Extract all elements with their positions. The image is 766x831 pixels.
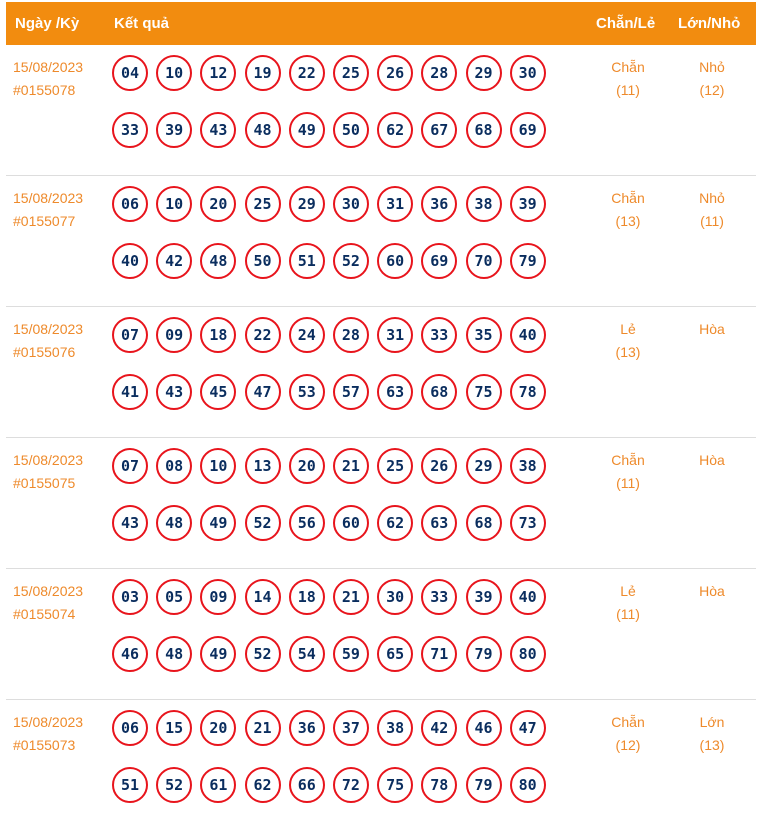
number-ball: 20	[200, 186, 236, 222]
draw-date: 15/08/2023	[13, 583, 84, 599]
number-ball: 09	[200, 579, 236, 615]
number-ball: 10	[156, 55, 192, 91]
number-ball: 62	[377, 505, 413, 541]
number-ball: 05	[156, 579, 192, 615]
number-ball: 68	[466, 112, 502, 148]
number-ball: 60	[333, 505, 369, 541]
even-odd-count: (11)	[616, 475, 640, 491]
number-ball: 19	[245, 55, 281, 91]
draw-date: 15/08/2023	[13, 321, 84, 337]
big-small-cell	[677, 580, 747, 603]
number-ball: 50	[333, 112, 369, 148]
draw-period: #0155078	[13, 82, 76, 98]
number-ball: 49	[200, 636, 236, 672]
number-ball: 07	[112, 317, 148, 353]
number-ball: 61	[200, 767, 236, 803]
number-ball: 28	[333, 317, 369, 353]
draw-date: 15/08/2023	[13, 714, 84, 730]
number-ball: 38	[466, 186, 502, 222]
number-ball: 48	[156, 636, 192, 672]
result-numbers	[112, 55, 562, 148]
number-ball: 21	[333, 579, 369, 615]
even-odd-value: Lẻ	[620, 321, 636, 337]
table-row	[6, 438, 756, 569]
table-header	[6, 2, 756, 45]
big-small-cell	[677, 318, 747, 341]
number-ball: 21	[333, 448, 369, 484]
table-row	[6, 307, 756, 438]
number-ball: 73	[510, 505, 546, 541]
number-ball: 18	[200, 317, 236, 353]
result-numbers	[112, 710, 562, 803]
big-small-count: (13)	[699, 737, 725, 753]
number-ball: 46	[466, 710, 502, 746]
big-small-cell	[677, 56, 747, 102]
table-row	[6, 45, 756, 176]
big-small-value: Nhỏ	[699, 59, 725, 75]
number-ball: 36	[289, 710, 325, 746]
number-ball: 28	[421, 55, 457, 91]
number-ball: 25	[377, 448, 413, 484]
number-ball: 33	[421, 579, 457, 615]
number-ball: 33	[421, 317, 457, 353]
number-ball: 79	[466, 636, 502, 672]
draw-date: 15/08/2023	[13, 452, 84, 468]
number-ball: 09	[156, 317, 192, 353]
number-ball: 54	[289, 636, 325, 672]
number-ball: 21	[245, 710, 281, 746]
number-ball: 18	[289, 579, 325, 615]
big-small-cell	[677, 711, 747, 757]
header-even-odd: Chẵn/Lẻ	[596, 15, 656, 32]
number-ball: 40	[510, 317, 546, 353]
draw-date: 15/08/2023	[13, 59, 84, 75]
even-odd-count: (11)	[616, 82, 640, 98]
number-ball: 68	[421, 374, 457, 410]
number-ball: 79	[510, 243, 546, 279]
number-ball: 24	[289, 317, 325, 353]
date-period-cell	[13, 580, 83, 626]
draw-period: #0155076	[13, 344, 76, 360]
draw-date: 15/08/2023	[13, 190, 84, 206]
number-ball: 80	[510, 636, 546, 672]
even-odd-count: (13)	[615, 213, 641, 229]
number-ball: 78	[421, 767, 457, 803]
date-period-cell	[13, 711, 83, 757]
number-ball: 29	[289, 186, 325, 222]
number-ball: 25	[245, 186, 281, 222]
even-odd-value: Chẵn	[611, 714, 645, 730]
number-ball: 66	[289, 767, 325, 803]
table-row	[6, 700, 756, 831]
number-ball: 65	[377, 636, 413, 672]
number-ball: 49	[200, 505, 236, 541]
number-ball: 79	[466, 767, 502, 803]
number-ball: 69	[421, 243, 457, 279]
number-ball: 13	[245, 448, 281, 484]
even-odd-cell	[593, 449, 663, 495]
number-ball: 51	[112, 767, 148, 803]
number-ball: 26	[377, 55, 413, 91]
number-ball: 37	[333, 710, 369, 746]
number-ball: 10	[156, 186, 192, 222]
number-ball: 63	[377, 374, 413, 410]
date-period-cell	[13, 187, 83, 233]
number-ball: 43	[156, 374, 192, 410]
number-ball: 50	[245, 243, 281, 279]
even-odd-count: (12)	[615, 737, 641, 753]
number-ball: 42	[156, 243, 192, 279]
big-small-value: Hòa	[699, 452, 725, 468]
result-numbers	[112, 186, 562, 279]
number-ball: 49	[289, 112, 325, 148]
number-ball: 43	[200, 112, 236, 148]
number-ball: 75	[377, 767, 413, 803]
draw-period: #0155074	[13, 606, 76, 622]
header-big-small: Lớn/Nhỏ	[678, 15, 741, 32]
number-ball: 80	[510, 767, 546, 803]
number-ball: 52	[245, 505, 281, 541]
number-ball: 29	[466, 55, 502, 91]
number-ball: 48	[156, 505, 192, 541]
even-odd-cell	[593, 580, 663, 626]
number-ball: 36	[421, 186, 457, 222]
number-ball: 39	[156, 112, 192, 148]
table-row	[6, 176, 756, 307]
big-small-value: Hòa	[699, 321, 725, 337]
number-ball: 40	[112, 243, 148, 279]
number-ball: 62	[245, 767, 281, 803]
number-ball: 20	[289, 448, 325, 484]
number-ball: 69	[510, 112, 546, 148]
number-ball: 12	[200, 55, 236, 91]
number-ball: 48	[245, 112, 281, 148]
number-ball: 46	[112, 636, 148, 672]
result-numbers	[112, 579, 562, 672]
number-ball: 14	[245, 579, 281, 615]
header-result: Kết quả	[114, 15, 170, 32]
number-ball: 71	[421, 636, 457, 672]
table-body	[6, 45, 756, 831]
big-small-count: (12)	[699, 82, 725, 98]
number-ball: 60	[377, 243, 413, 279]
number-ball: 22	[245, 317, 281, 353]
number-ball: 52	[156, 767, 192, 803]
date-period-cell	[13, 56, 83, 102]
result-numbers	[112, 448, 562, 541]
even-odd-cell	[593, 711, 663, 757]
number-ball: 31	[377, 186, 413, 222]
draw-period: #0155075	[13, 475, 76, 491]
number-ball: 63	[421, 505, 457, 541]
number-ball: 30	[333, 186, 369, 222]
number-ball: 57	[333, 374, 369, 410]
number-ball: 43	[112, 505, 148, 541]
number-ball: 10	[200, 448, 236, 484]
number-ball: 08	[156, 448, 192, 484]
results-table	[6, 2, 756, 831]
number-ball: 52	[245, 636, 281, 672]
number-ball: 47	[245, 374, 281, 410]
result-numbers	[112, 317, 562, 410]
number-ball: 30	[377, 579, 413, 615]
number-ball: 72	[333, 767, 369, 803]
draw-period: #0155073	[13, 737, 76, 753]
header-date-period: Ngày /Kỳ	[15, 15, 80, 32]
draw-period: #0155077	[13, 213, 76, 229]
even-odd-cell	[593, 187, 663, 233]
number-ball: 29	[466, 448, 502, 484]
number-ball: 38	[510, 448, 546, 484]
number-ball: 07	[112, 448, 148, 484]
number-ball: 48	[200, 243, 236, 279]
big-small-cell	[677, 449, 747, 472]
number-ball: 20	[200, 710, 236, 746]
number-ball: 47	[510, 710, 546, 746]
number-ball: 33	[112, 112, 148, 148]
big-small-value: Hòa	[699, 583, 725, 599]
number-ball: 25	[333, 55, 369, 91]
number-ball: 62	[377, 112, 413, 148]
number-ball: 15	[156, 710, 192, 746]
number-ball: 52	[333, 243, 369, 279]
date-period-cell	[13, 449, 83, 495]
number-ball: 30	[510, 55, 546, 91]
big-small-cell	[677, 187, 747, 233]
number-ball: 67	[421, 112, 457, 148]
number-ball: 78	[510, 374, 546, 410]
number-ball: 06	[112, 186, 148, 222]
number-ball: 31	[377, 317, 413, 353]
even-odd-count: (13)	[615, 344, 641, 360]
number-ball: 56	[289, 505, 325, 541]
number-ball: 38	[377, 710, 413, 746]
even-odd-value: Chẵn	[611, 190, 645, 206]
even-odd-cell	[593, 318, 663, 364]
number-ball: 35	[466, 317, 502, 353]
number-ball: 40	[510, 579, 546, 615]
number-ball: 70	[466, 243, 502, 279]
number-ball: 39	[510, 186, 546, 222]
number-ball: 68	[466, 505, 502, 541]
even-odd-value: Chẵn	[611, 452, 645, 468]
big-small-value: Nhỏ	[699, 190, 725, 206]
number-ball: 53	[289, 374, 325, 410]
even-odd-count: (11)	[616, 606, 640, 622]
number-ball: 41	[112, 374, 148, 410]
number-ball: 03	[112, 579, 148, 615]
number-ball: 51	[289, 243, 325, 279]
number-ball: 39	[466, 579, 502, 615]
number-ball: 75	[466, 374, 502, 410]
big-small-value: Lớn	[699, 714, 725, 730]
number-ball: 42	[421, 710, 457, 746]
date-period-cell	[13, 318, 83, 364]
number-ball: 06	[112, 710, 148, 746]
even-odd-cell	[593, 56, 663, 102]
number-ball: 59	[333, 636, 369, 672]
even-odd-value: Chẵn	[611, 59, 645, 75]
number-ball: 22	[289, 55, 325, 91]
even-odd-value: Lẻ	[620, 583, 636, 599]
number-ball: 45	[200, 374, 236, 410]
big-small-count: (11)	[700, 213, 724, 229]
number-ball: 26	[421, 448, 457, 484]
table-row	[6, 569, 756, 700]
number-ball: 04	[112, 55, 148, 91]
